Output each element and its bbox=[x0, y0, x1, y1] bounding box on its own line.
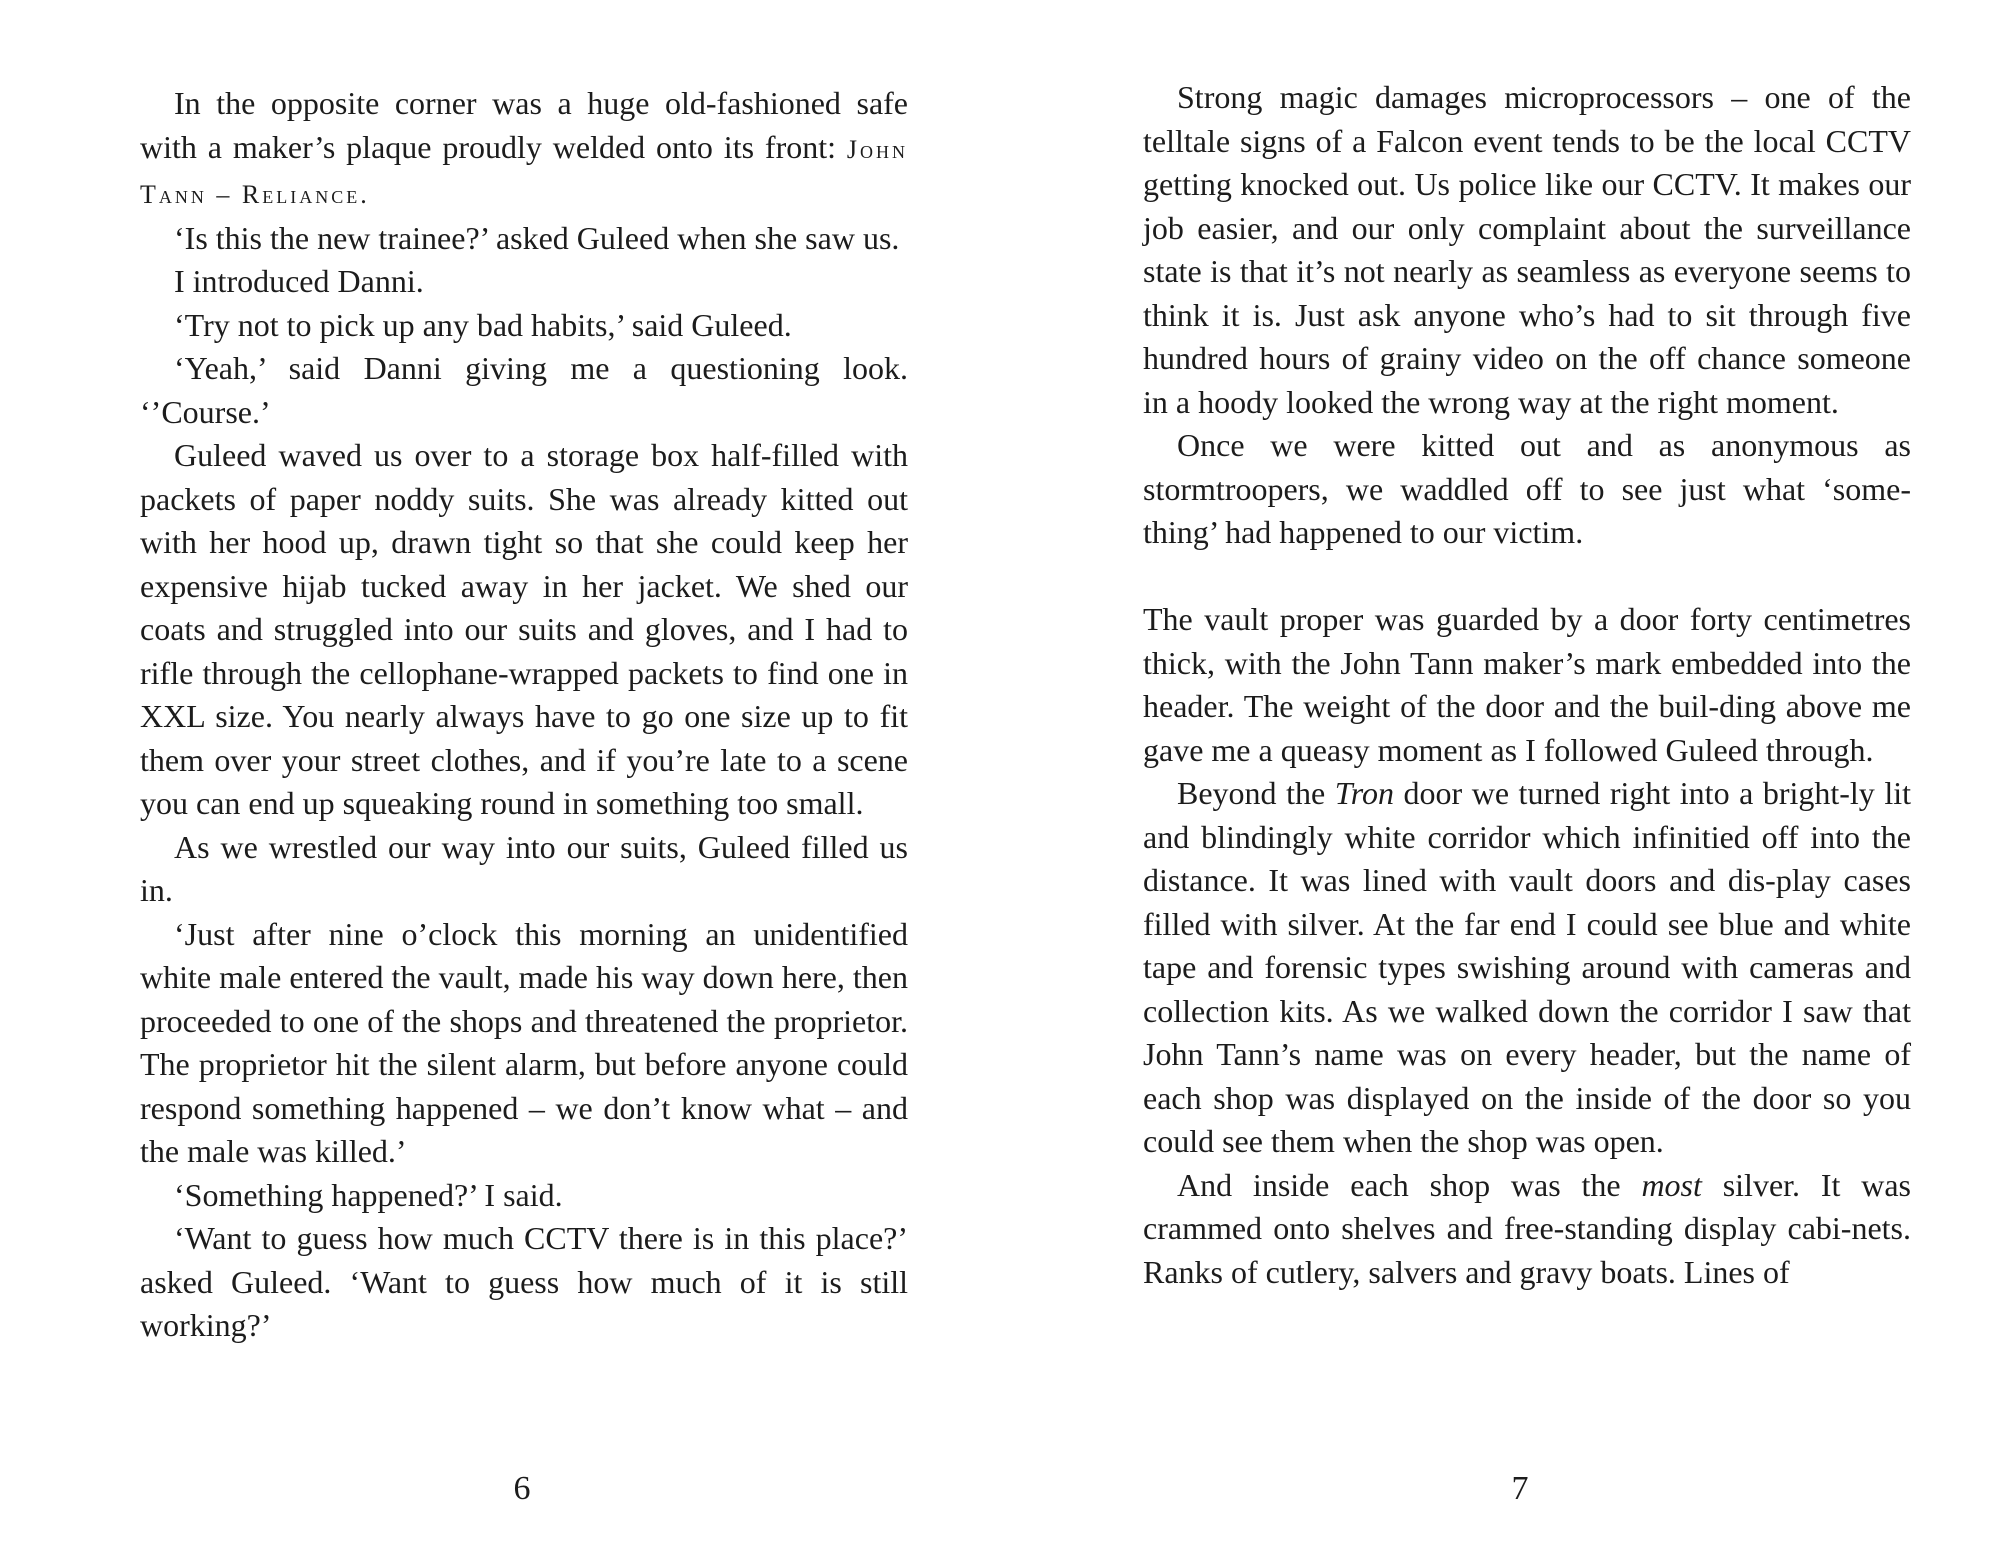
paragraph: As we wrestled our way into our suits, Guleed filled us in. bbox=[140, 828, 908, 908]
emphasis-text: Tron bbox=[1334, 775, 1394, 811]
paragraph bbox=[1143, 772, 1911, 1164]
paragraph-text: Beyond the bbox=[1177, 775, 1335, 811]
paragraph: Strong magic damages microprocessors – one of the telltale signs of a Falcon event tends to be the local CCTV getting knocked out. Us police like our CCTV. It makes our job easier, and our only complaint about the surveillance state is that it’s not nearly as seamless as everyone seems to think it is. Just ask anyone who’s had to sit through five hundred hours of grainy video on the off chance someone in a hoody looked the wrong way at the right moment. bbox=[1143, 79, 1911, 420]
page-number: 6 bbox=[513, 1470, 531, 1507]
paragraph: ‘Something happened?’ I said. bbox=[174, 1176, 563, 1213]
paragraph-text: door we turned right into a bright-ly lit and blindingly white corridor which infinitied off into the distance. It was lined with vault doors and dis-play cases filled with silver. At the far end I could see blue and white tape and forensic types swishing around with cameras and collection kits. As we walked down the corridor I saw that John Tann’s name was on every header, but the name of each shop was displayed on the inside of the door so you could see them when the shop was open. bbox=[1143, 775, 1912, 1159]
left-page-text bbox=[140, 82, 908, 1348]
right-page bbox=[1000, 0, 2000, 1546]
paragraph: Guleed waved us over to a storage box half-filled with packets of paper noddy suits. She was already kitted out with her hood up, drawn tight so that she could keep her expensive hijab tucked away in her jacket. We shed our coats and struggled into our suits and gloves, and I had to rifle through the cellophane-wrapped packets to find one in XXL size. You nearly always have to go one size up to fit them over your street clothes, and if you’re late to a scene you can end up squeaking round in something too small. bbox=[140, 437, 908, 821]
paragraph: Once we were kitted out and as anonymous as stormtroopers, we waddled off to see just what ‘some-thing’ had happened to our victim. bbox=[1143, 427, 1911, 550]
paragraph-text: silver. It was crammed onto shelves and free-standing display cabi-nets. Ranks of cutlery, salvers and gravy boats. Lines of bbox=[1143, 1166, 1912, 1290]
emphasis-text: most bbox=[1641, 1166, 1702, 1203]
safe-plaque-text: John Tann – Reliance. bbox=[140, 134, 908, 209]
paragraph: ‘Is this the new trainee?’ asked Guleed when she saw us. bbox=[174, 219, 900, 256]
page-number: 7 bbox=[1511, 1470, 1529, 1507]
paragraph: ‘Try not to pick up any bad habits,’ said Guleed. bbox=[174, 306, 792, 343]
paragraph: I introduced Danni. bbox=[174, 263, 424, 299]
paragraph bbox=[140, 82, 908, 217]
section-break-paragraph: The vault proper was guarded by a door forty centimetres thick, with the John Tann maker’s mark embedded into the header. The weight of the door and the buil-ding above me gave me a queasy moment as I followed Guleed through. bbox=[1143, 601, 1911, 768]
paragraph-text: And inside each shop was the bbox=[1177, 1166, 1642, 1203]
paragraph bbox=[1143, 1164, 1911, 1295]
paragraph-text: In the opposite corner was a huge old-fashioned safe with a maker’s plaque proudly welded onto its front: bbox=[140, 85, 908, 165]
paragraph: ‘Want to guess how much CCTV there is in this place?’ asked Guleed. ‘Want to guess how much of it is still working?’ bbox=[140, 1220, 908, 1343]
paragraph: ‘Yeah,’ said Danni giving me a questioning look. ‘’Course.’ bbox=[140, 350, 908, 430]
right-page-text bbox=[1143, 76, 1911, 1294]
paragraph: ‘Just after nine o’clock this morning an unidentified white male entered the vault, made his way down here, then proceeded to one of the shops and threatened the proprietor. The proprietor hit the silent alarm, but before anyone could respond something happened – we don’t know what – and the male was killed.’ bbox=[140, 915, 908, 1169]
